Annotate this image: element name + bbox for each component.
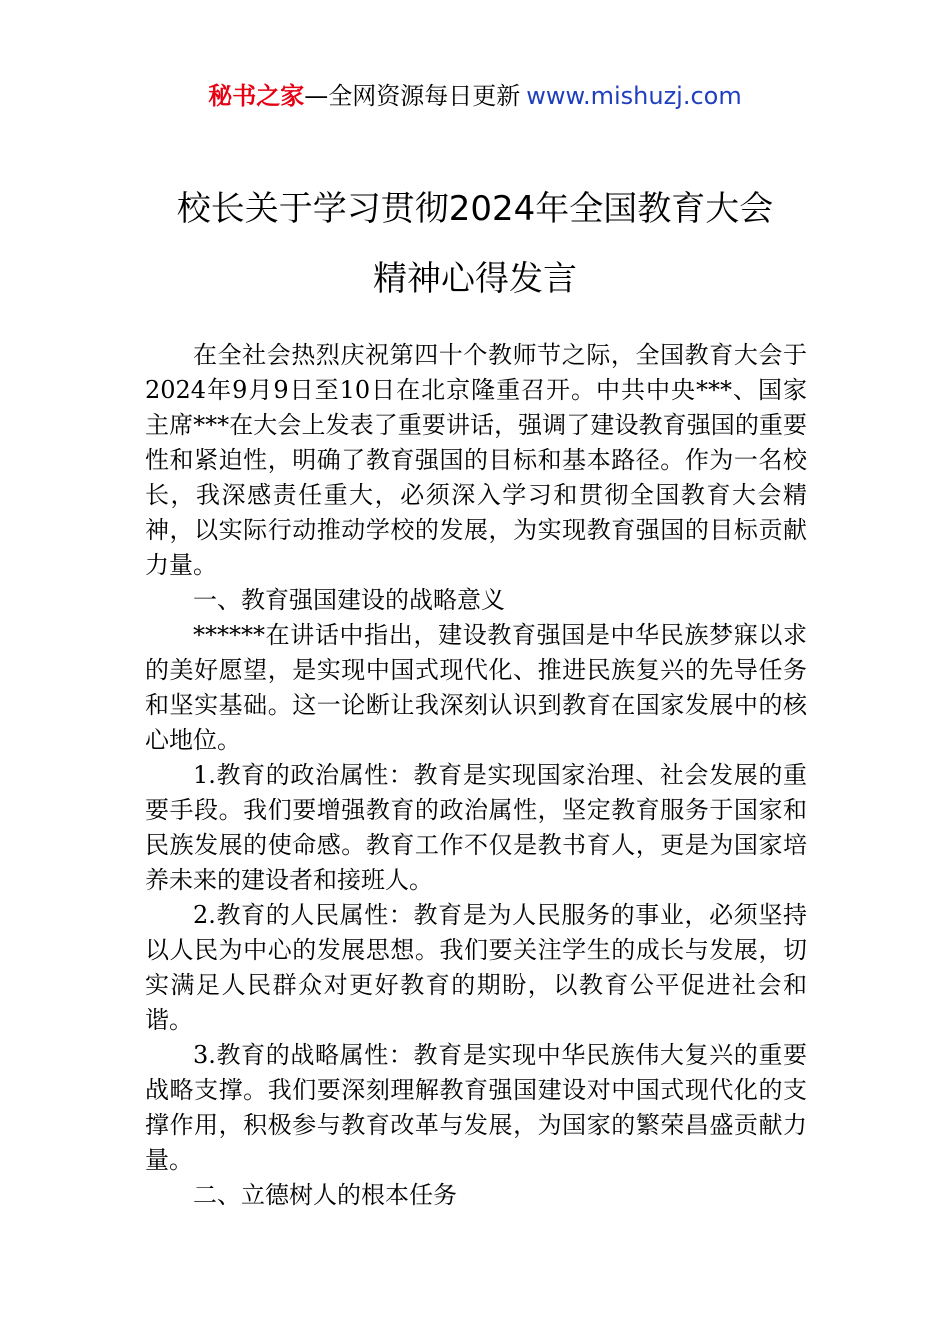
site-header — [0, 80, 950, 112]
title-line-2: 精神心得发言 — [373, 259, 577, 299]
paragraph: ******在讲话中指出，建设教育强国是中华民族梦寐以求的美好愿望，是实现中国式现代化、推进民族复兴的先导任务和坚实基础。这一论断让我深刻认识到教育在国家发展中的核心地位。 — [145, 621, 807, 754]
section-heading-1: 一、教育强国建设的战略意义 — [193, 586, 505, 614]
site-brand: 秘书之家 — [208, 82, 305, 110]
title-line-1: 校长关于学习贯彻2024年全国教育大会 — [176, 189, 774, 229]
section-heading-2: 二、立德树人的根本任务 — [193, 1181, 457, 1209]
paragraph-intro: 在全社会热烈庆祝第四十个教师节之际，全国教育大会于2024年9月9日至10日在北京隆重召开。中共中央***、国家主席***在大会上发表了重要讲话，强调了建设教育强国的重要性和紧迫性，明确了教育强国的目标和基本路径。作为一名校长，我深感责任重大，必须深入学习和贯彻全国教育大会精神，以实际行动推动学校的发展，为实现教育强国的目标贡献力量。 — [145, 341, 807, 579]
paragraph-point-1: 1.教育的政治属性：教育是实现国家治理、社会发展的重要手段。我们要增强教育的政治属性，坚定教育服务于国家和民族发展的使命感。教育工作不仅是教书育人，更是为国家培养未来的建设者和接班人。 — [145, 761, 807, 894]
site-tagline: —全网资源每日更新 — [304, 82, 521, 110]
document-body — [145, 338, 807, 1213]
paragraph-point-3: 3.教育的战略属性：教育是实现中华民族伟大复兴的重要战略支撑。我们要深刻理解教育强国建设对中国式现代化的支撑作用，积极参与教育改革与发展，为国家的繁荣昌盛贡献力量。 — [145, 1041, 807, 1174]
site-url-link[interactable]: www.mishuzj.com — [526, 82, 742, 110]
paragraph-point-2: 2.教育的人民属性：教育是为人民服务的事业，必须坚持以人民为中心的发展思想。我们要关注学生的成长与发展，切实满足人民群众对更好教育的期盼，以教育公平促进社会和谐。 — [145, 901, 807, 1034]
document-title — [0, 174, 950, 314]
